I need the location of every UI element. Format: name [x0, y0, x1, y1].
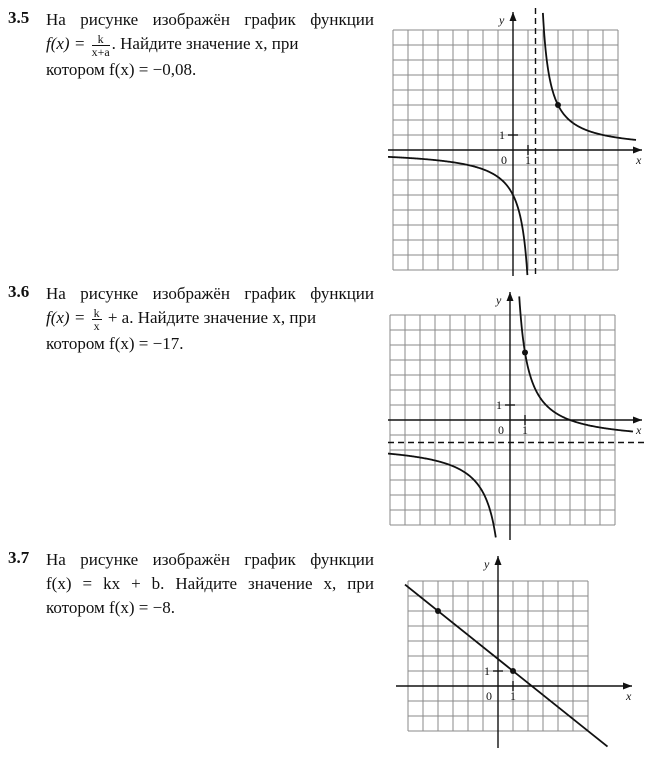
fraction-denominator: x	[93, 318, 100, 333]
plot	[388, 8, 636, 276]
x-unit-label: 1	[522, 423, 528, 437]
problem-number: 3.6	[8, 282, 30, 301]
curve-right-branch	[519, 296, 633, 431]
x-axis-label: x	[636, 423, 642, 437]
problem-line-3: котором f(x) = −0,08.	[46, 59, 197, 79]
formula-lhs: f(x) =	[46, 308, 86, 327]
axes	[388, 292, 642, 540]
graph-3-7	[396, 552, 636, 748]
fraction-numerator: k	[93, 305, 100, 320]
y-unit-label: 1	[496, 398, 502, 412]
problem-line-2	[46, 306, 374, 332]
x-axis-label: x	[636, 153, 642, 167]
fraction	[92, 307, 102, 332]
x-unit-label: 1	[525, 153, 531, 167]
y-axis-label: y	[499, 13, 505, 27]
formula-lhs: f(x) =	[46, 34, 86, 53]
problem-text	[46, 548, 374, 620]
function-line	[405, 585, 608, 747]
problem-line-1: На рисунке изображён график функции	[46, 10, 374, 29]
problem-text	[46, 8, 374, 82]
axes	[388, 12, 642, 276]
problem-line-3: котором f(x) = −8.	[46, 598, 175, 617]
fraction	[92, 33, 110, 58]
problem-line-3: котором f(x) = −17.	[46, 333, 184, 353]
origin-label: 0	[486, 689, 492, 703]
y-axis-label: y	[484, 557, 490, 571]
y-axis-arrow	[510, 12, 517, 21]
marked-point	[435, 608, 441, 614]
problem-text	[46, 282, 374, 356]
highlighted-point	[555, 102, 561, 108]
y-axis-arrow	[495, 556, 502, 565]
graph-3-5	[388, 8, 646, 276]
y-axis-label: y	[496, 293, 502, 307]
y-unit-label: 1	[484, 664, 490, 678]
curve-right-branch	[543, 13, 636, 140]
problem-line-2-rest: . Найдите значение x, при	[111, 34, 299, 53]
problem-number: 3.5	[8, 8, 30, 27]
y-axis-arrow	[507, 292, 514, 301]
problem-line-1: На рисунке изображён график функции	[46, 284, 374, 303]
curve-left-branch	[388, 157, 527, 275]
origin-label: 0	[498, 423, 504, 437]
plot	[405, 585, 608, 747]
problem-line-2	[46, 32, 374, 58]
fraction-denominator: x+a	[91, 44, 110, 59]
x-unit-label: 1	[510, 689, 516, 703]
plot	[388, 296, 646, 537]
axes	[396, 556, 632, 748]
problem-number: 3.7	[8, 548, 30, 567]
x-axis-label: x	[626, 689, 632, 703]
origin-label: 0	[501, 153, 507, 167]
y-unit-label: 1	[499, 128, 505, 142]
marked-point	[510, 668, 516, 674]
fraction-numerator: k	[92, 33, 110, 46]
problem-line-2-rest: + a. Найдите значение x, при	[107, 308, 317, 327]
highlighted-point	[522, 350, 528, 356]
problem-line-2: f(x) = kx + b. Найдите значение x, при	[46, 574, 374, 593]
graph-3-6	[388, 288, 646, 540]
problem-line-1: На рисунке изображён график функции	[46, 550, 374, 569]
